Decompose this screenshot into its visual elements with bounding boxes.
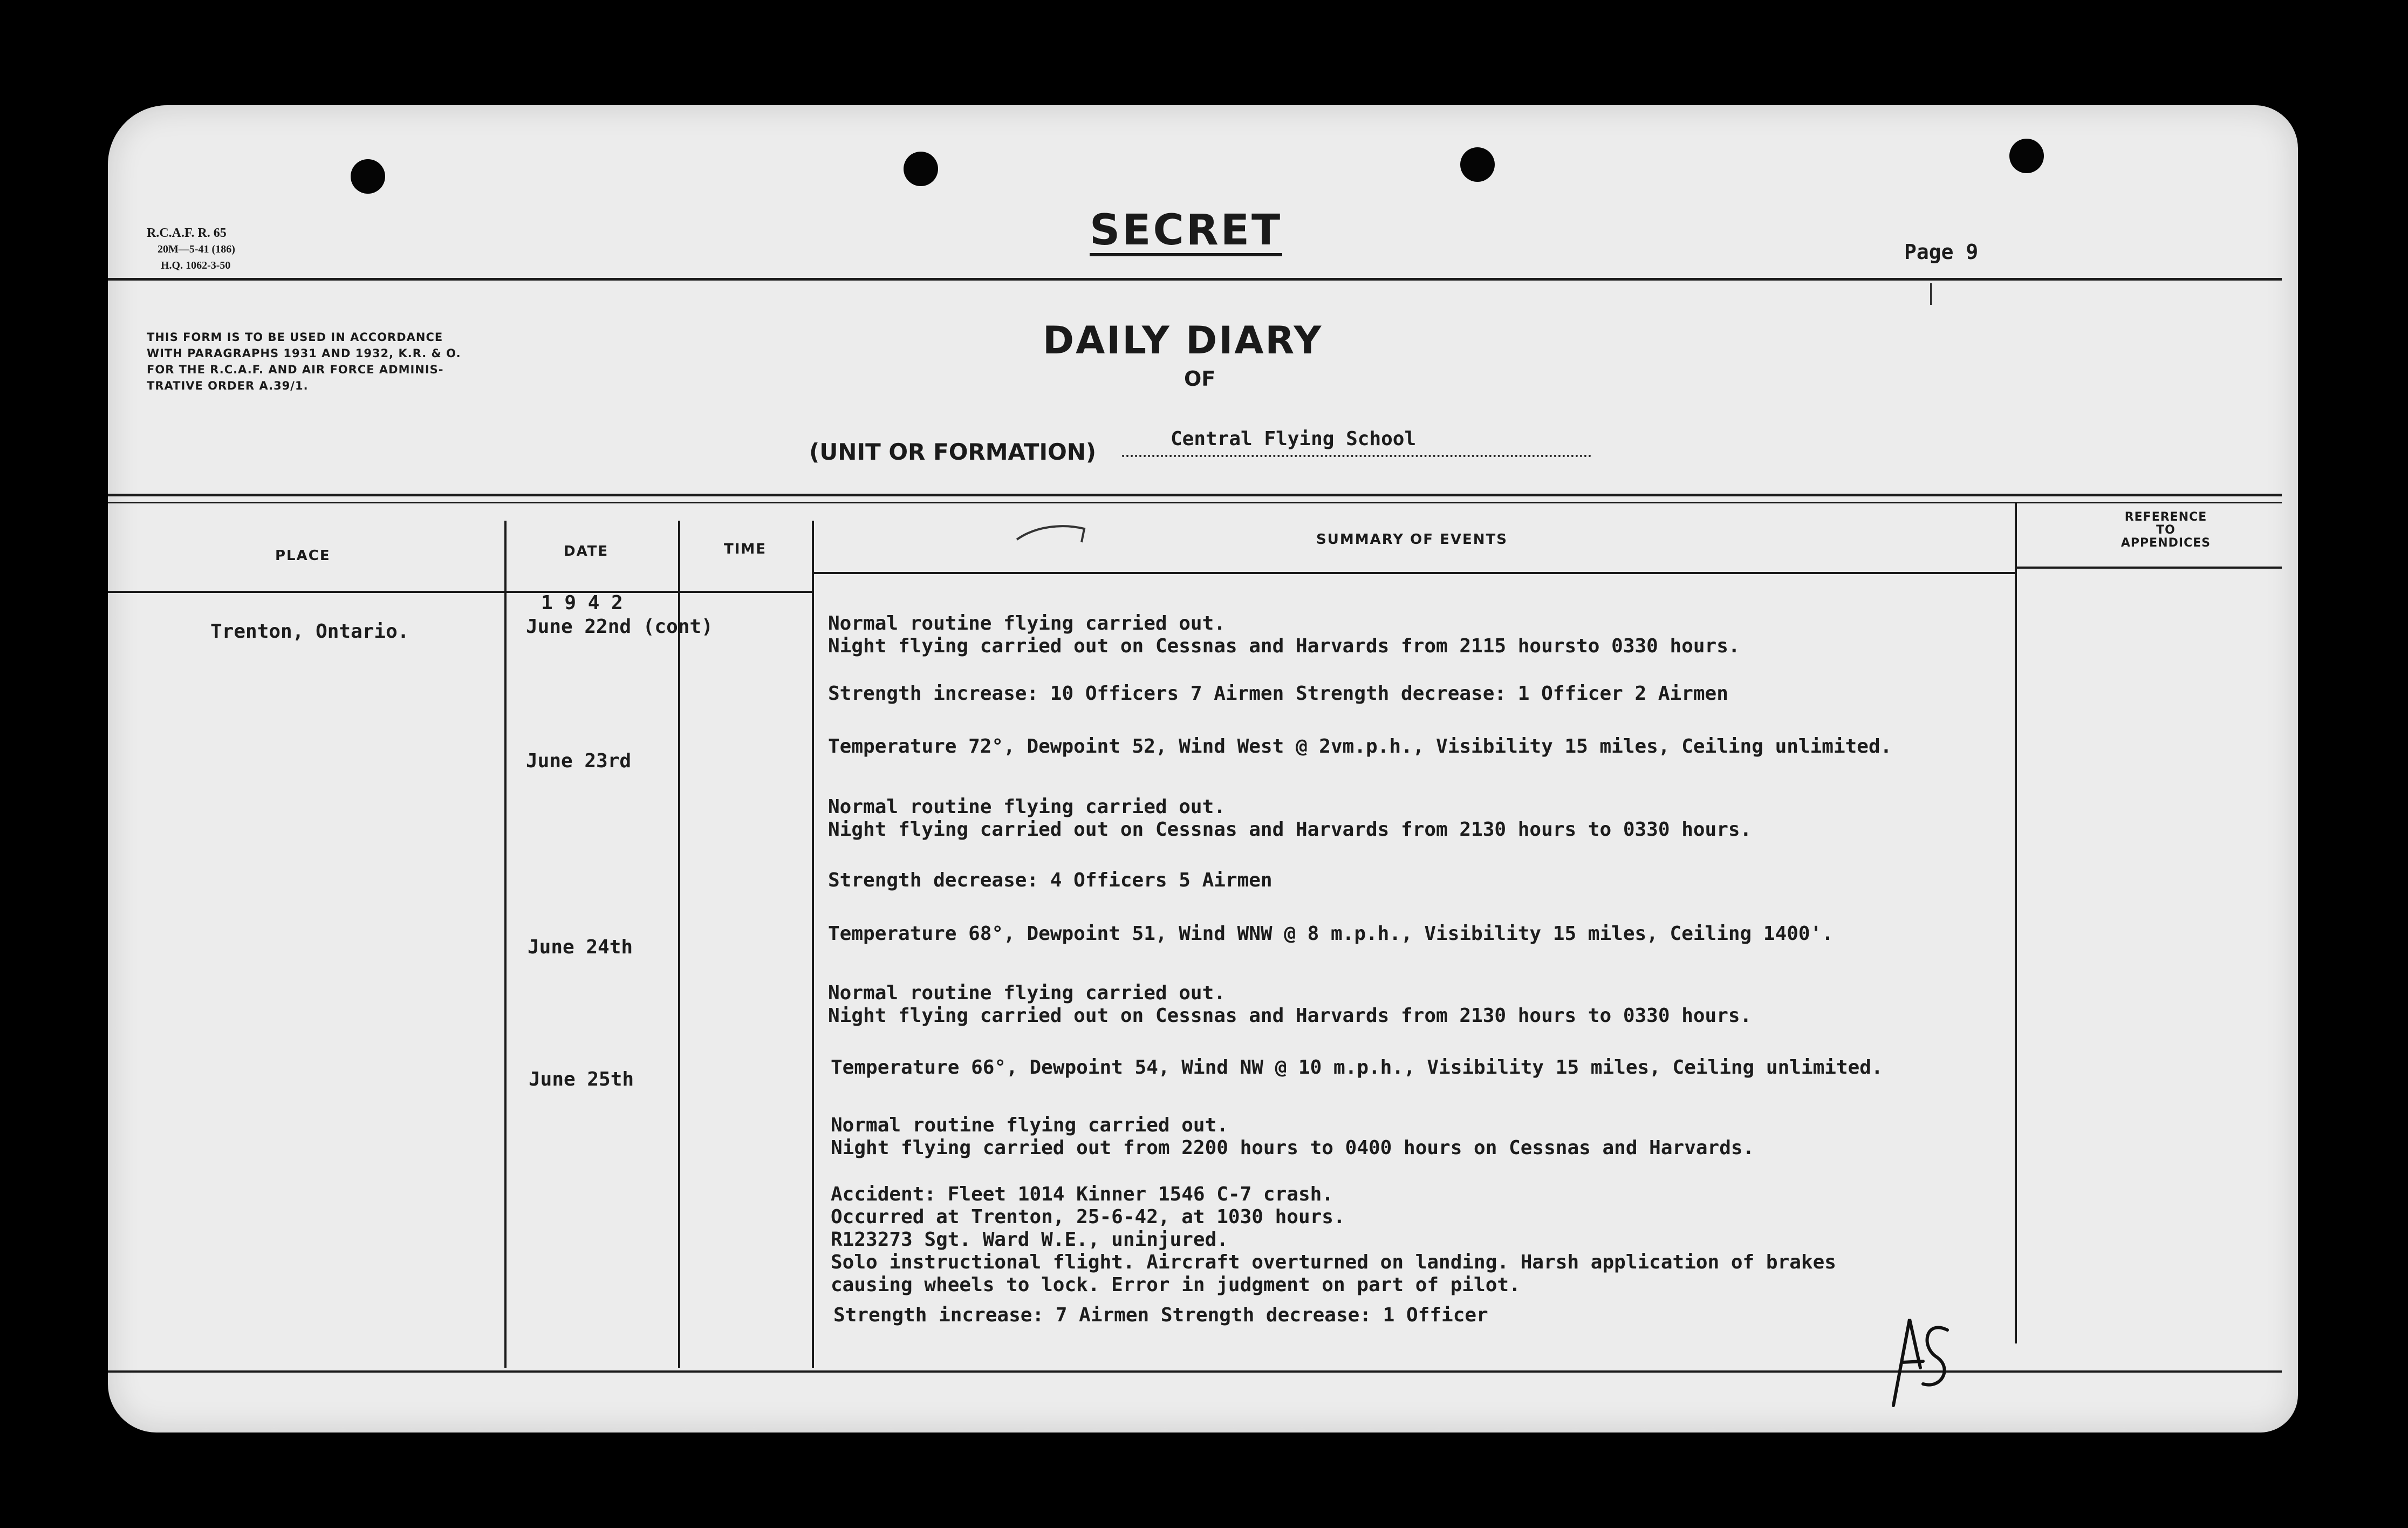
punch-hole xyxy=(1460,147,1495,182)
header-bottom-rule xyxy=(108,591,812,593)
event-line: Strength decrease: 4 Officers 5 Airmen xyxy=(828,869,1273,891)
unit-underline xyxy=(1122,455,1591,457)
event-line: Accident: Fleet 1014 Kinner 1546 C-7 crash. xyxy=(831,1183,1333,1205)
header-rule xyxy=(108,278,2282,281)
reference-line: REFERENCE xyxy=(2124,510,2207,524)
col-header-date: DATE xyxy=(564,543,609,560)
reference-line: APPENDICES xyxy=(2120,536,2211,550)
form-instructions xyxy=(147,329,461,394)
event-line: Night flying carried out from 2200 hours to 0400 hours on Cessnas and Harvards. xyxy=(831,1137,1755,1159)
column-divider xyxy=(678,521,680,1368)
col-header-time: TIME xyxy=(724,541,767,557)
table-top-rule xyxy=(108,502,2282,503)
instruction-line: THIS FORM IS TO BE USED IN ACCORDANCE xyxy=(147,331,443,344)
event-line: Strength increase: 10 Officers 7 Airmen Strength decrease: 1 Officer 2 Airmen xyxy=(828,683,1728,705)
diary-of: OF xyxy=(1184,367,1216,391)
header-bottom-rule xyxy=(2015,567,2282,569)
event-line: Normal routine flying carried out. xyxy=(831,1114,1228,1136)
reference-line: TO xyxy=(2156,523,2176,537)
col-header-reference xyxy=(2109,511,2222,550)
instruction-line: TRATIVE ORDER A.39/1. xyxy=(147,379,309,392)
form-code-line: H.Q. 1062-3-50 xyxy=(161,260,231,271)
event-line: Night flying carried out on Cessnas and Harvards from 2130 hours to 0330 hours. xyxy=(828,1005,1752,1027)
punch-hole xyxy=(351,159,385,194)
form-code-line: R.C.A.F. R. 65 xyxy=(147,226,227,240)
instruction-line: WITH PARAGRAPHS 1931 AND 1932, K.R. & O. xyxy=(147,347,461,360)
form-code xyxy=(147,225,235,274)
entry-date: June 24th xyxy=(528,936,633,958)
entry-date: June 22nd (cont) xyxy=(526,616,713,638)
event-line: Temperature 72°, Dewpoint 52, Wind West @ 2vm.p.h., Visibility 15 miles, Ceiling unlimited. xyxy=(828,735,1892,758)
column-divider xyxy=(812,521,814,1368)
event-line: Temperature 66°, Dewpoint 54, Wind NW @ 10 m.p.h., Visibility 15 miles, Ceiling unlimited. xyxy=(831,1056,1883,1079)
unit-name: Central Flying School xyxy=(1171,428,1417,450)
form-code-line: 20M—5-41 (186) xyxy=(158,243,235,255)
classification-text: SECRET xyxy=(1090,206,1283,255)
punch-hole xyxy=(2009,139,2044,173)
event-line: Normal routine flying carried out. xyxy=(828,612,1226,635)
col-header-place: PLACE xyxy=(275,548,331,564)
header-bottom-rule xyxy=(812,572,2015,574)
handwritten-initials xyxy=(1872,1298,1958,1416)
entry-place: Trenton, Ontario. xyxy=(210,620,409,643)
classification-stamp xyxy=(1090,208,1282,256)
column-divider xyxy=(504,521,507,1368)
event-line: Strength increase: 7 Airmen Strength decrease: 1 Officer xyxy=(833,1304,1488,1326)
event-line: causing wheels to lock. Error in judgment on part of pilot. xyxy=(831,1274,1521,1296)
event-line: R123273 Sgt. Ward W.E., uninjured. xyxy=(831,1229,1228,1251)
entry-date: June 25th xyxy=(529,1068,634,1090)
unit-label: (UNIT OR FORMATION) xyxy=(809,439,1097,465)
col-header-summary: SUMMARY OF EVENTS xyxy=(1316,531,1508,548)
instruction-line: FOR THE R.C.A.F. AND AIR FORCE ADMINIS- xyxy=(147,363,444,376)
pencil-mark xyxy=(1014,518,1090,545)
event-line: Solo instructional flight. Aircraft overturned on landing. Harsh application of brakes xyxy=(831,1251,1836,1273)
page-number: Page 9 xyxy=(1904,240,1979,264)
event-line: Night flying carried out on Cessnas and Harvards from 2130 hours to 0330 hours. xyxy=(828,818,1752,841)
entry-year: 1 9 4 2 xyxy=(541,592,623,614)
diary-title: DAILY DIARY xyxy=(1043,318,1323,363)
event-line: Normal routine flying carried out. xyxy=(828,982,1226,1004)
punch-hole xyxy=(904,152,938,186)
ink-tick xyxy=(1930,283,1932,305)
event-line: Occurred at Trenton, 25-6-42, at 1030 hours. xyxy=(831,1206,1345,1228)
event-line: Normal routine flying carried out. xyxy=(828,796,1226,818)
column-divider xyxy=(2015,502,2017,1343)
event-line: Night flying carried out on Cessnas and Harvards from 2115 hoursto 0330 hours. xyxy=(828,635,1740,657)
diary-page xyxy=(108,105,2298,1432)
event-line: Temperature 68°, Dewpoint 51, Wind WNW @ 8 m.p.h., Visibility 15 miles, Ceiling 1400'. xyxy=(828,923,1834,945)
entry-date: June 23rd xyxy=(526,750,632,772)
table-top-rule xyxy=(108,494,2282,496)
